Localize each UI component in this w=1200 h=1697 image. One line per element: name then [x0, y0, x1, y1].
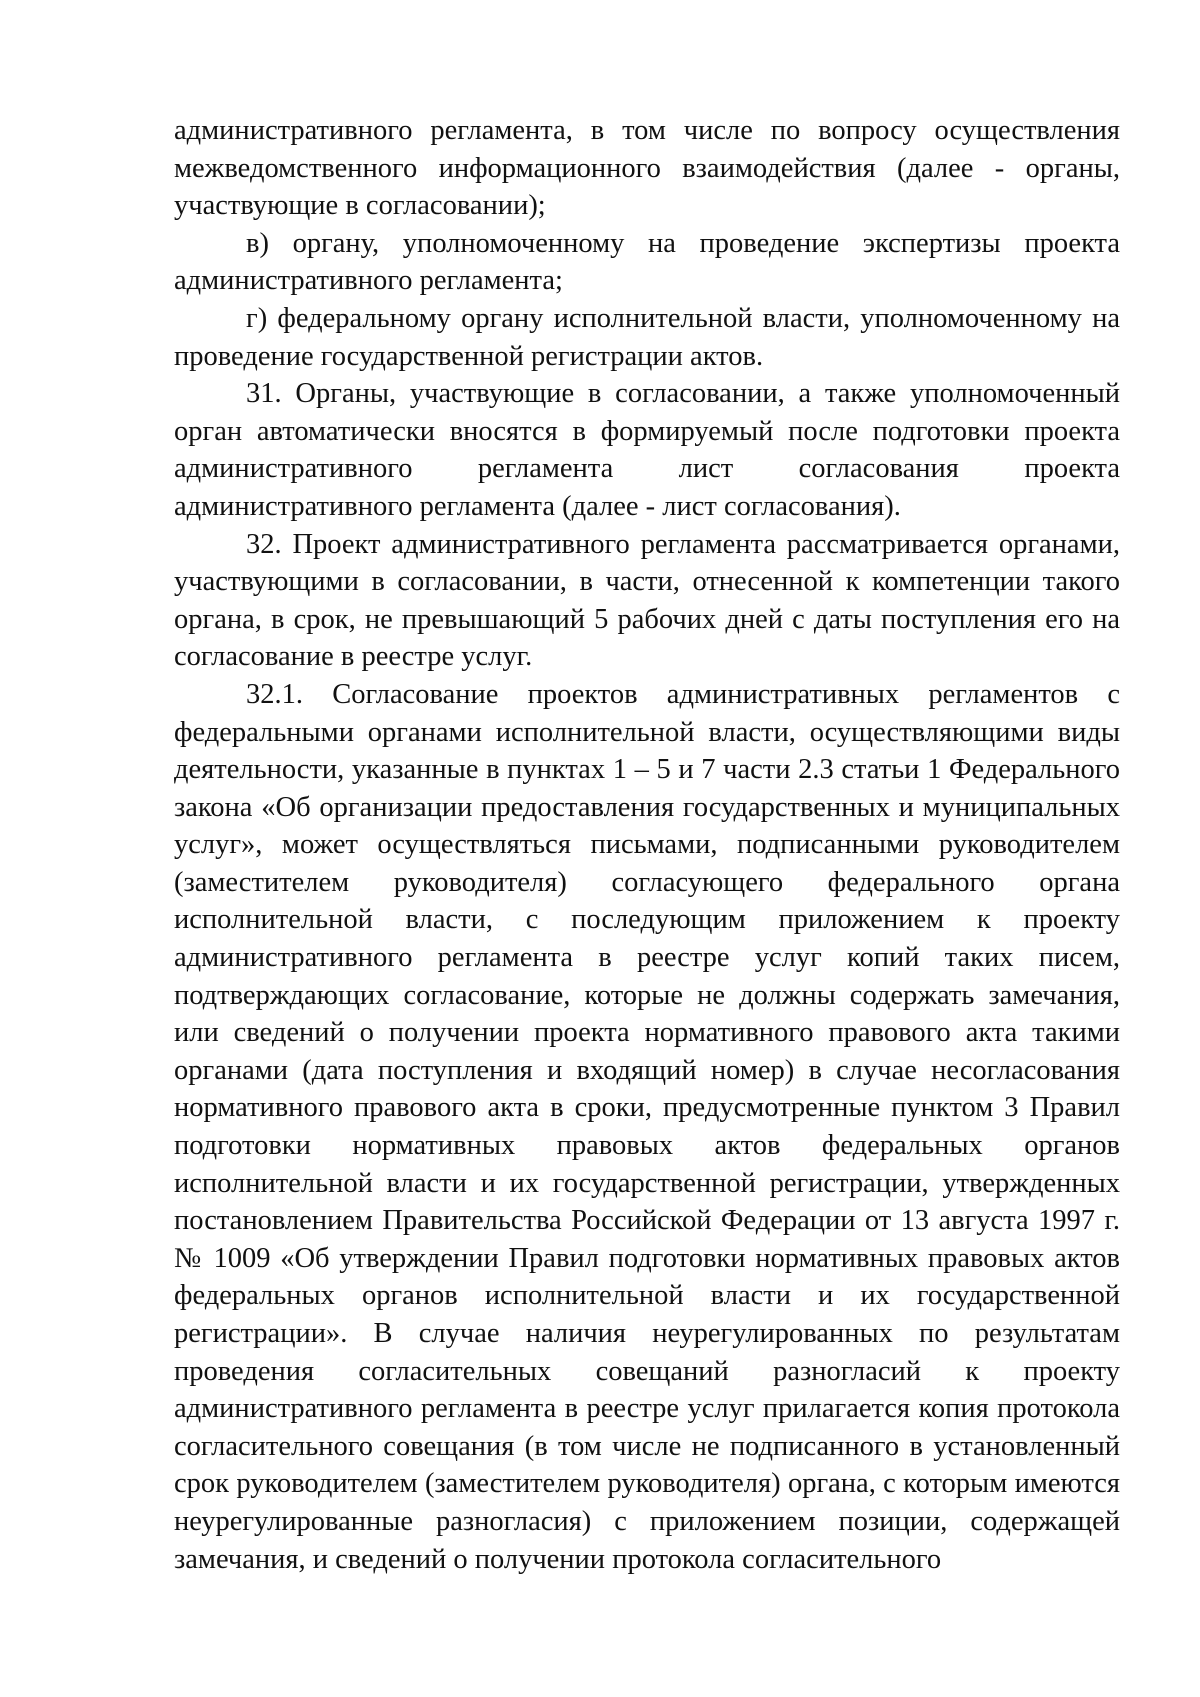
paragraph-31: 31. Органы, участвующие в согласовании, а также уполномоченный орган автоматически вносятся в формируемый после подготовки проекта административного регламента лист согласования проекта административного регламента (далее - лист согласования). — [174, 378, 1120, 522]
paragraph-continuation: административного регламента, в том числе по вопросу осуществления межведомственного информационного взаимодействия (далее - органы, участвующие в согласовании); — [174, 115, 1120, 222]
paragraph-32-1: 32.1. Согласование проектов административных регламентов с федеральными органами исполнительной власти, осуществляющими виды деятельности, указанные в пунктах 1 – 5 и 7 части 2.3 статьи 1 Федерального закона «Об организации предоставления государственных и муниципальных услуг», может осуществляться письмами, подписанными руководителем (заместителем руководителя) согласующего федерального органа исполнительной власти, с последующим приложением к проекту административного регламента в реестре услуг копий таких писем, подтверждающих согласование, которые не должны содержать замечания, или сведений о получении проекта нормативного правового акта такими органами (дата поступления и входящий номер) в случае несогласования нормативного правового акта в сроки, предусмотренные пунктом 3 Правил подготовки нормативных правовых актов федеральных органов исполнительной власти и их государственной регистрации, утвержденных постановлением Правительства Российской Федерации от 13 августа 1997 г. № 1009 «Об утверждении Правил подготовки нормативных правовых актов федеральных органов исполнительной власти и их государственной регистрации». В случае наличия неурегулированных по результатам проведения согласительных совещаний разногласий к проекту административного регламента в реестре услуг прилагается копия протокола согласительного совещания (в том числе не подписанного в установленный срок руководителем (заместителем руководителя) органа, с которым имеются неурегулированные разногласия) с приложением позиции, содержащей замечания, и сведений о получении протокола согласительного — [174, 678, 1120, 1575]
paragraph-32: 32. Проект административного регламента рассматривается органами, участвующими в согласовании, в части, отнесенной к компетенции такого органа, в срок, не превышающий 5 рабочих дней с даты поступления его на согласование в реестре услуг. — [174, 528, 1120, 673]
paragraph-item-v: в) органу, уполномоченному на проведение экспертизы проекта административного регламента; — [174, 227, 1120, 297]
document-body — [174, 112, 1120, 1578]
paragraph-item-g: г) федеральному органу исполнительной власти, уполномоченному на проведение государственной регистрации актов. — [174, 302, 1120, 372]
